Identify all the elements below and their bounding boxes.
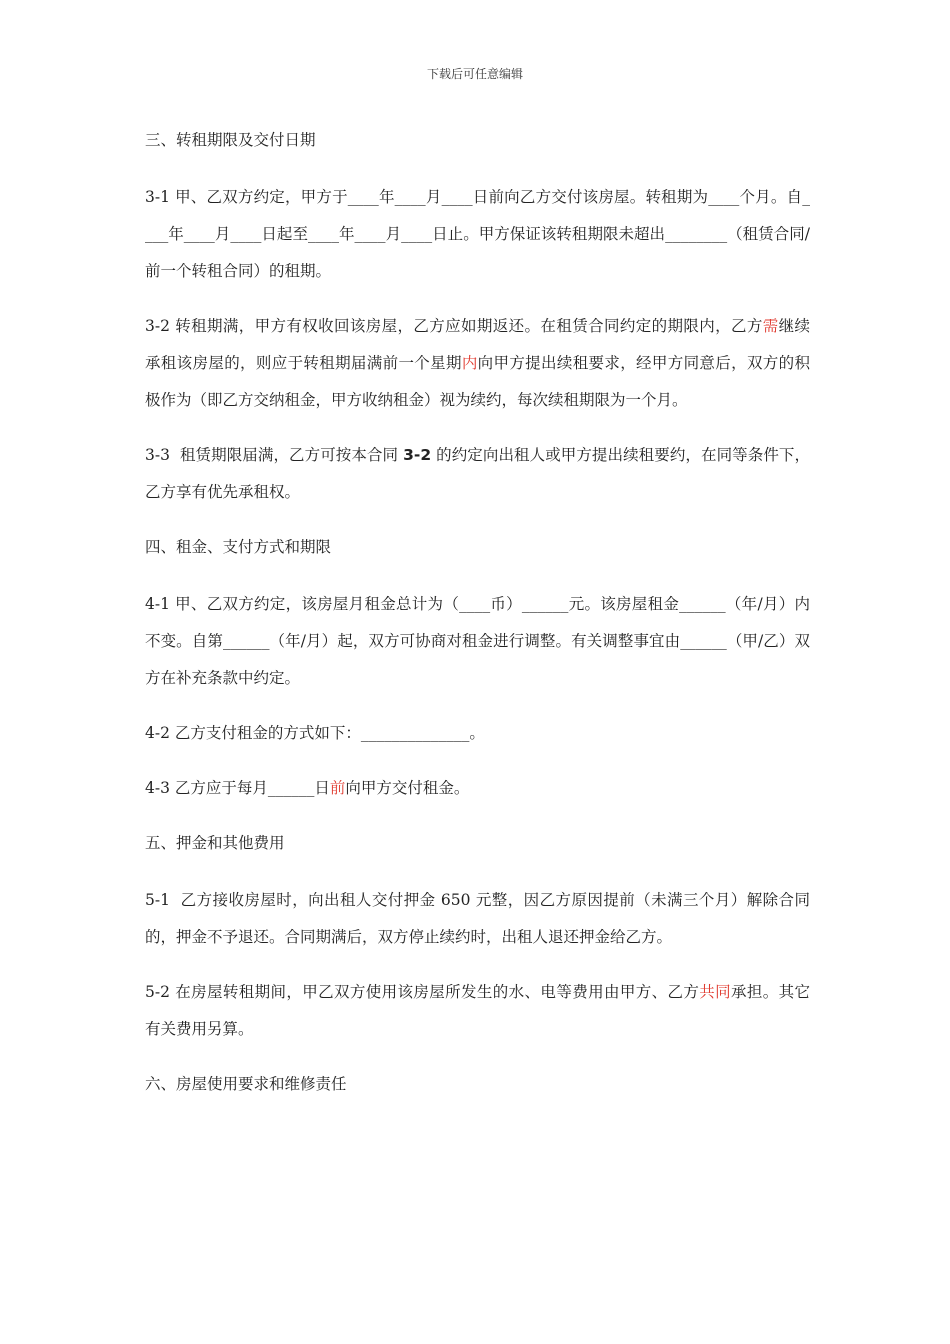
clause-5-2-text-a: 5-2 在房屋转租期间，甲乙双方使用该房屋所发生的水、电等费用由甲方、乙方 [145, 983, 700, 1001]
clause-4-3-highlight-before: 前 [329, 779, 346, 797]
document-body [145, 122, 810, 1123]
clause-3-2-text-e: 向甲方提出续租要求，经甲方同意后，双方的积极作为（即乙方交纳租金，甲方收纳租金）视为续约，每次续租期限为一个月。 [145, 354, 810, 409]
clause-3-2 [145, 308, 810, 419]
section-3-heading: 三、转租期限及交付日期 [145, 131, 316, 149]
section-4-heading: 四、租金、支付方式和期限 [145, 538, 332, 556]
clause-3-3 [145, 437, 810, 511]
clause-5-2-highlight-jointly: 共同 [699, 983, 731, 1001]
section-6-heading: 六、房屋使用要求和维修责任 [145, 1075, 347, 1093]
clause-3-3-text-a: 3-3 租赁期限届满，乙方可按本合同 [145, 446, 404, 464]
clause-3-3-reference: 3-2 [403, 446, 432, 464]
clause-3-2-text-c: 继续承租该房屋的，则应于转租期届满前一个星期 [145, 317, 810, 372]
clause-4-2: 4-2 乙方支付租金的方式如下：______________。 [145, 724, 485, 742]
clause-5-1: 5-1 乙方接收房屋时，向出租人交付押金 650 元整，因乙方原因提前（未满三个月）解除合同的，押金不予退还。合同期满后，双方停止续约时，出租人退还押金给乙方。 [145, 891, 810, 946]
clause-5-2 [145, 974, 810, 1048]
clause-4-3-text-c: 向甲方交付租金。 [345, 779, 470, 797]
section-5-heading: 五、押金和其他费用 [145, 834, 285, 852]
clause-4-1: 4-1 甲、乙双方约定，该房屋月租金总计为（____币）______元。该房屋租金______（年/月）内不变。自第______（年/月）起，双方可协商对租金进行调整。有关调整事宜由______（甲/乙）双方在补充条款中约定。 [145, 595, 810, 687]
clause-3-2-highlight-within: 内 [461, 354, 478, 372]
clause-4-3 [145, 770, 810, 807]
clause-3-1: 3-1 甲、乙双方约定，甲方于____年____月____日前向乙方交付该房屋。转租期为____个月。自____年____月____日起至____年____月____日止。甲方保证该转租期限未超出________（租赁合同/前一个转租合同）的租期。 [145, 188, 810, 280]
clause-3-3-text-c: 的约定向出租人或甲方提出续租要约，在同等条件下，乙方享有优先承租权。 [145, 446, 810, 501]
clause-4-3-text-a: 4-3 乙方应于每月______日 [145, 779, 330, 797]
clause-3-2-highlight-need: 需 [762, 317, 779, 335]
page-header: 下载后可任意编辑 [426, 67, 523, 81]
clause-3-2-text-a: 3-2 转租期满，甲方有权收回该房屋，乙方应如期返还。在租赁合同约定的期限内，乙方 [145, 317, 763, 335]
clause-5-2-text-c: 承担。其它有关费用另算。 [145, 983, 810, 1038]
